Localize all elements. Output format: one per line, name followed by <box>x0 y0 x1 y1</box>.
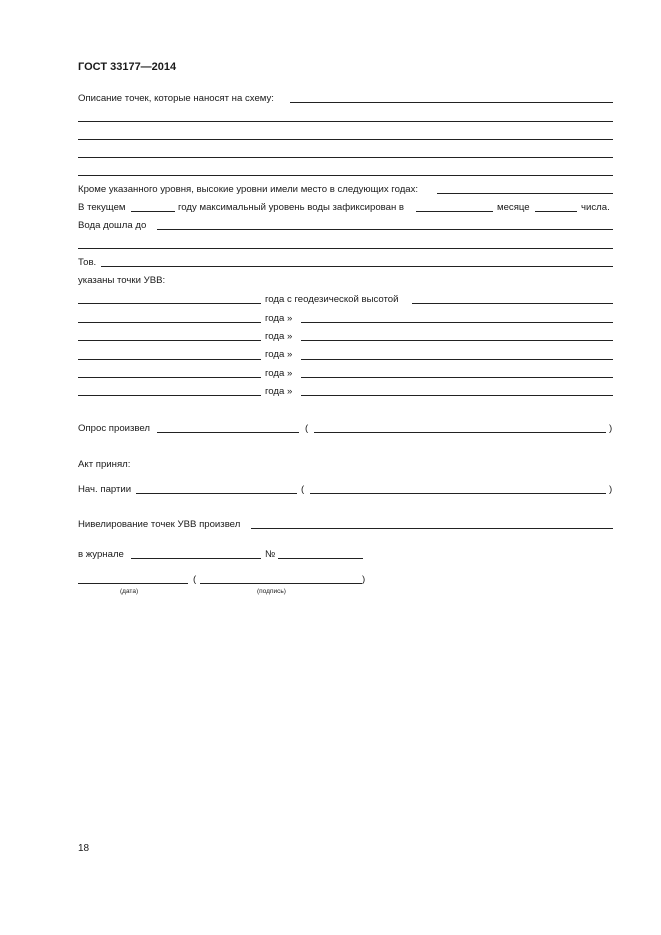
point-year-field-3[interactable] <box>78 340 261 341</box>
act-label: Акт принял: <box>78 459 131 470</box>
point-height-field-3[interactable] <box>301 340 613 341</box>
point-height-field-1[interactable] <box>412 303 613 304</box>
description-line-1[interactable] <box>290 102 613 103</box>
tov-label: Тов. <box>78 257 97 268</box>
point-year-field-5[interactable] <box>78 377 261 378</box>
year-quote-label-2: года » <box>265 313 293 324</box>
signature-caption: (подпись) <box>257 588 286 595</box>
current-year-prefix: В текущем <box>78 202 126 213</box>
point-year-field-6[interactable] <box>78 395 261 396</box>
month-field[interactable] <box>416 211 493 212</box>
signature-close-paren: ) <box>362 574 366 585</box>
geodesic-label: года с геодезической высотой <box>265 294 399 305</box>
document-title: ГОСТ 33177—2014 <box>78 61 177 73</box>
month-label: месяце <box>497 202 530 213</box>
description-line-2[interactable] <box>78 121 613 122</box>
date-field[interactable] <box>78 583 188 584</box>
survey-close-paren: ) <box>609 423 613 434</box>
year-quote-label-3: года » <box>265 331 293 342</box>
high-levels-line[interactable] <box>437 193 613 194</box>
page-number: 18 <box>78 843 90 854</box>
point-year-field-2[interactable] <box>78 322 261 323</box>
year-quote-label-5: года » <box>265 368 293 379</box>
leveling-label: Нивелирование точек УВВ произвел <box>78 519 241 530</box>
point-year-field-4[interactable] <box>78 359 261 360</box>
party-open-paren: ( <box>301 484 305 495</box>
party-close-paren: ) <box>609 484 613 495</box>
signature-field[interactable] <box>200 583 362 584</box>
year-quote-label-4: года » <box>265 349 293 360</box>
description-line-5[interactable] <box>78 175 613 176</box>
description-label: Описание точек, которые наносят на схему: <box>78 93 274 104</box>
journal-label: в журнале <box>78 549 124 560</box>
water-reached-label: Вода дошла до <box>78 220 147 231</box>
points-label: указаны точки УВВ: <box>78 275 166 286</box>
current-year-text: году максимальный уровень воды зафиксирован в <box>178 202 405 213</box>
date-caption: (дата) <box>120 588 139 595</box>
point-height-field-4[interactable] <box>301 359 613 360</box>
day-label: числа. <box>581 202 610 213</box>
water-reached-line-1[interactable] <box>157 229 613 230</box>
water-reached-line-2[interactable] <box>78 248 613 249</box>
party-name-field[interactable] <box>310 493 606 494</box>
current-year-field[interactable] <box>131 211 175 212</box>
survey-signature-field[interactable] <box>157 432 299 433</box>
signature-open-paren: ( <box>193 574 197 585</box>
party-signature-field[interactable] <box>136 493 297 494</box>
day-field[interactable] <box>535 211 577 212</box>
high-levels-label: Кроме указанного уровня, высокие уровни имели место в следующих годах: <box>78 184 419 195</box>
journal-field[interactable] <box>131 558 261 559</box>
party-head-label: Нач. партии <box>78 484 132 495</box>
point-year-field-1[interactable] <box>78 303 261 304</box>
survey-open-paren: ( <box>305 423 309 434</box>
leveling-field[interactable] <box>251 528 613 529</box>
journal-number-field[interactable] <box>278 558 363 559</box>
survey-name-field[interactable] <box>314 432 606 433</box>
description-line-3[interactable] <box>78 139 613 140</box>
point-height-field-2[interactable] <box>301 322 613 323</box>
tov-line[interactable] <box>101 266 613 267</box>
point-height-field-6[interactable] <box>301 395 613 396</box>
description-line-4[interactable] <box>78 157 613 158</box>
year-quote-label-6: года » <box>265 386 293 397</box>
number-sign: № <box>265 549 276 560</box>
point-height-field-5[interactable] <box>301 377 613 378</box>
survey-label: Опрос произвел <box>78 423 151 434</box>
